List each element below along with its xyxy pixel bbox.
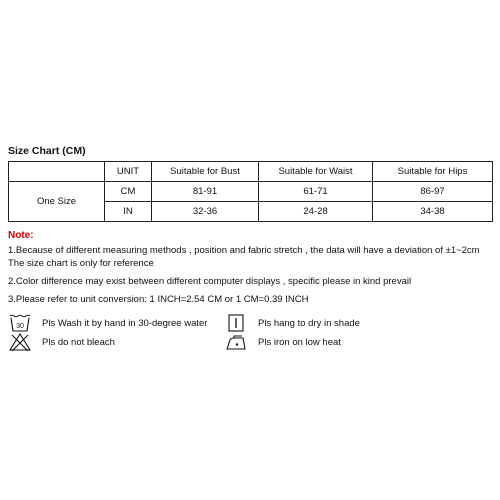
header-cell-bust: Suitable for Bust xyxy=(152,162,259,182)
waist-cell: 61-71 xyxy=(259,182,373,202)
note-line: 1.Because of different measuring methods , position and fabric stretch , the data will have a deviation of ±1~2cm xyxy=(8,245,480,256)
header-cell-unit: UNIT xyxy=(105,162,152,182)
table-row xyxy=(9,182,493,202)
note-line: 3.Please refer to unit conversion: 1 INCH=2.54 CM or 1 CM=0.39 INCH xyxy=(8,294,309,305)
note-line: The size chart is only for reference xyxy=(8,258,154,269)
care-item-iron xyxy=(224,332,341,352)
unit-cell: IN xyxy=(105,202,152,222)
hips-cell: 86-97 xyxy=(373,182,493,202)
care-text: Pls hang to dry in shade xyxy=(258,317,360,329)
unit-cell: CM xyxy=(105,182,152,202)
note-label: Note: xyxy=(8,230,34,241)
wash-30-icon xyxy=(8,313,32,333)
care-item-wash xyxy=(8,313,207,333)
header-cell-waist: Suitable for Waist xyxy=(259,162,373,182)
bust-cell: 32-36 xyxy=(152,202,259,222)
wash-temperature-text: 30 xyxy=(16,323,24,330)
care-item-hang-dry xyxy=(224,313,360,333)
table-header-row xyxy=(9,162,493,182)
care-text: Pls Wash it by hand in 30-degree water xyxy=(42,317,208,329)
size-label-cell: One Size xyxy=(9,182,105,222)
header-cell-hips: Suitable for Hips xyxy=(373,162,493,182)
care-text: Pls iron on low heat xyxy=(258,336,341,348)
size-chart-title: Size Chart (CM) xyxy=(8,145,86,157)
hang-dry-icon xyxy=(224,313,248,333)
bust-cell: 81-91 xyxy=(152,182,259,202)
no-bleach-icon xyxy=(8,332,32,352)
size-table xyxy=(8,161,493,222)
hips-cell: 34-38 xyxy=(373,202,493,222)
iron-low-heat-icon xyxy=(224,332,248,352)
header-cell-size xyxy=(9,162,105,182)
waist-cell: 24-28 xyxy=(259,202,373,222)
care-item-no-bleach xyxy=(8,332,115,352)
care-text: Pls do not bleach xyxy=(42,336,115,348)
note-line: 2.Color difference may exist between different computer displays , specific please in kind prevail xyxy=(8,276,412,287)
